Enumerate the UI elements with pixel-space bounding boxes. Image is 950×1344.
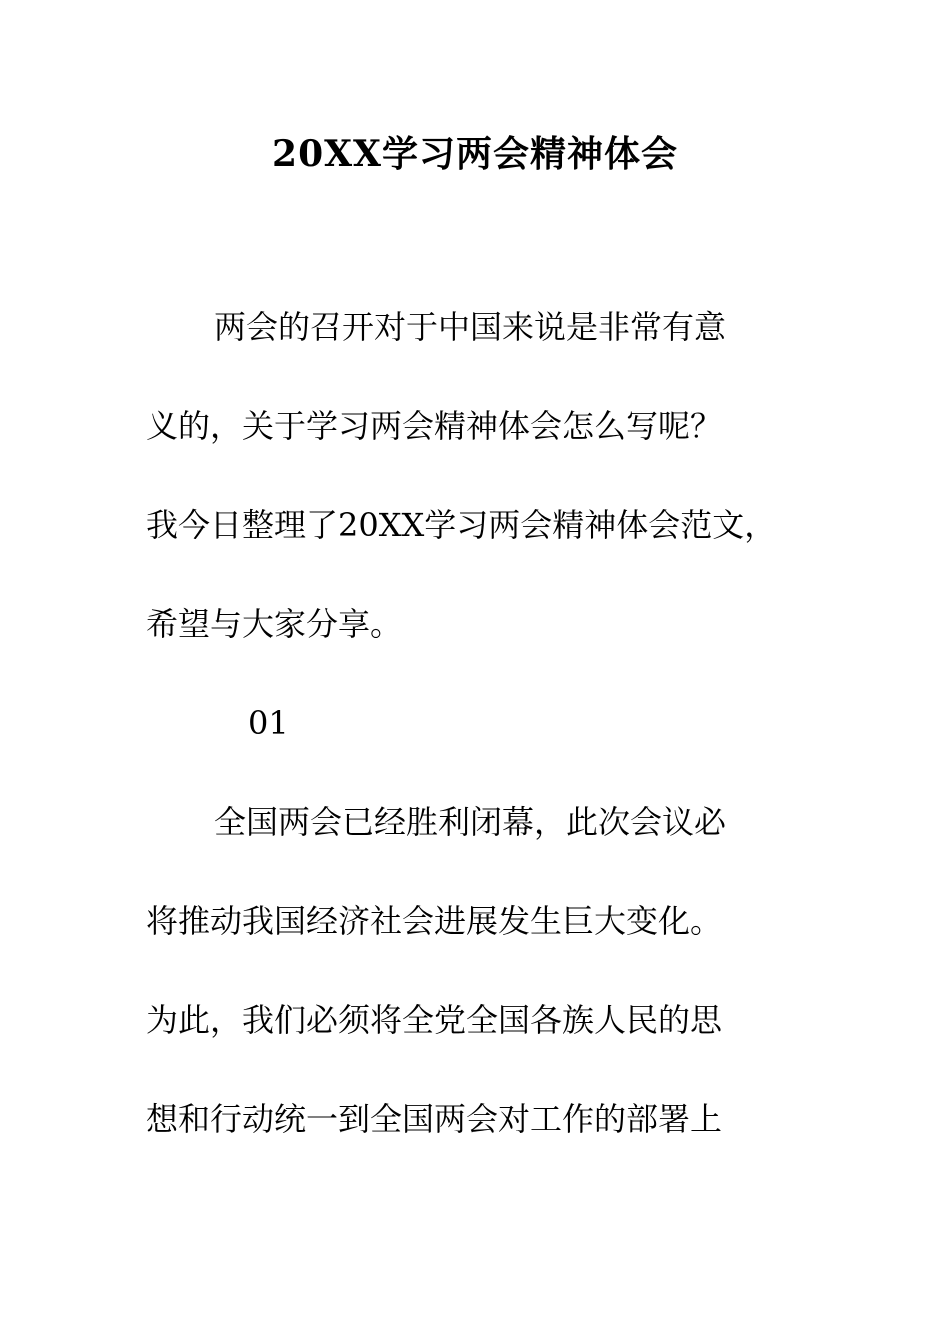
document-title: 20XX学习两会精神体会 bbox=[272, 133, 678, 175]
paragraph-1-line-2: 义的，关于学习两会精神体会怎么写呢？ bbox=[146, 407, 723, 445]
paragraph-2-line-1: 全国两会已经胜利闭幕，此次会议必 bbox=[214, 803, 727, 841]
paragraph-2-line-2: 将推动我国经济社会进展发生巨大变化。 bbox=[146, 902, 723, 940]
section-number: 01 bbox=[248, 704, 289, 742]
paragraph-2-line-3: 为此，我们必须将全党全国各族人民的思 bbox=[146, 1001, 723, 1039]
paragraph-1-line-3: 我今日整理了20XX学习两会精神体会范文， bbox=[146, 506, 777, 544]
paragraph-1-line-4: 希望与大家分享。 bbox=[146, 605, 403, 643]
paragraph-2-line-4: 想和行动统一到全国两会对工作的部署上 bbox=[146, 1100, 723, 1138]
paragraph-1-line-1: 两会的召开对于中国来说是非常有意 bbox=[214, 308, 727, 346]
